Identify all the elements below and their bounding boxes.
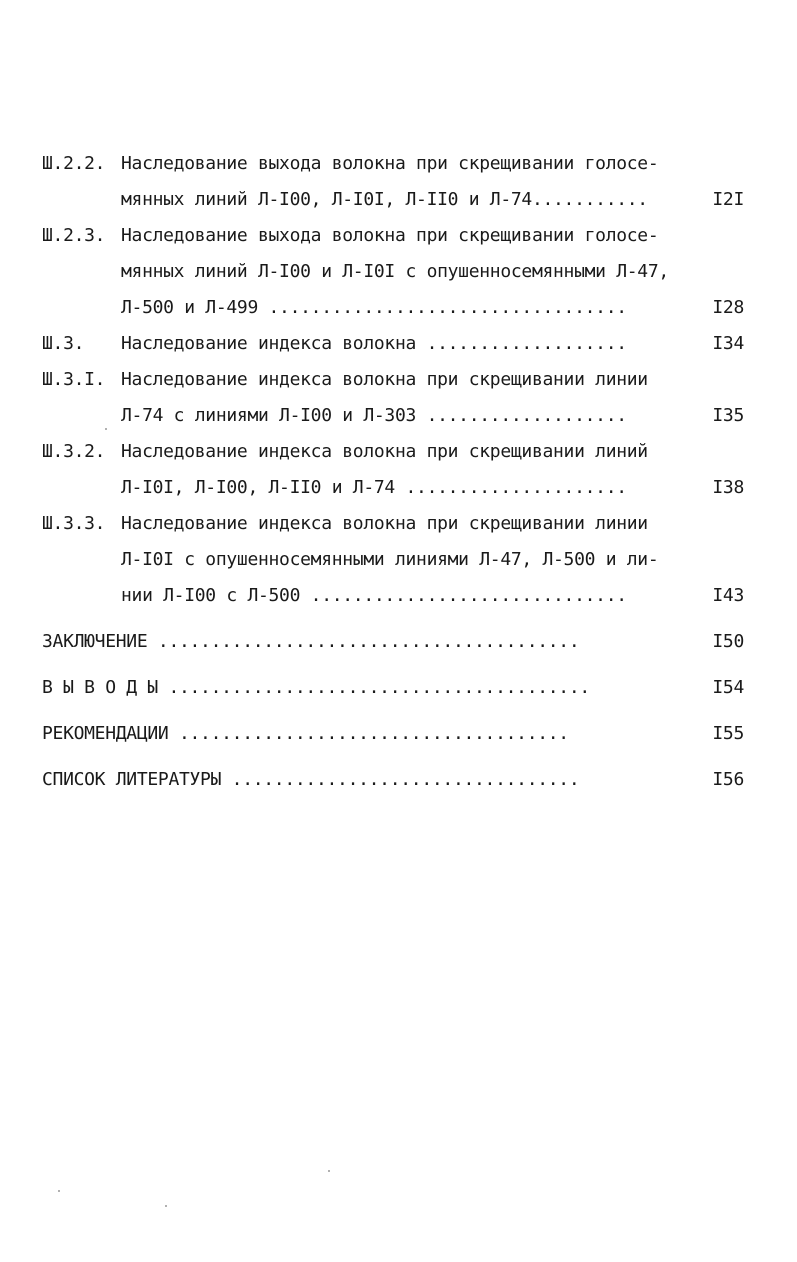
toc-entry-line [42, 670, 750, 716]
section-title-continuation: Л-I0I, Л-I00, Л-II0 и Л-74 ..................... [121, 477, 627, 498]
section-title-continuation: Л-500 и Л-499 .................................. [121, 297, 627, 318]
section-title: В Ы В О Д Ы ........................................ [42, 677, 590, 698]
section-number: Ш.3.I. [42, 369, 106, 390]
toc-entry-line [42, 182, 750, 218]
spacer [42, 614, 750, 624]
section-title-continuation: мянных линий Л-I00, Л-I0I, Л-II0 и Л-74........... [121, 189, 648, 210]
toc-entry-line [42, 398, 750, 434]
toc-entry-line [42, 762, 750, 808]
page-number: I50 [712, 631, 744, 652]
page-number: I43 [712, 585, 744, 606]
page-number: I34 [712, 333, 744, 354]
section-title-continuation: нии Л-I00 с Л-500 .............................. [121, 585, 627, 606]
toc-entry-line [42, 326, 750, 362]
scan-speck [105, 428, 107, 430]
section-title-continuation: Л-I0I с опушенносемянными линиями Л-47, Л-500 и ли- [121, 549, 659, 570]
scan-speck [58, 1190, 60, 1192]
section-title: Наследование индекса волокна при скрещивании линии [121, 369, 648, 390]
page-number: I28 [712, 297, 744, 318]
section-title: РЕКОМЕНДАЦИИ ..................................... [42, 723, 569, 744]
section-title: ЗАКЛЮЧЕНИЕ ........................................ [42, 631, 580, 652]
page-number: I35 [712, 405, 744, 426]
section-title: Наследование индекса волокна при скрещивании линии [121, 513, 648, 534]
section-title: СПИСОК ЛИТЕРАТУРЫ ................................. [42, 769, 580, 790]
toc-entry-line [42, 506, 750, 542]
toc-entry-line [42, 254, 750, 290]
toc-entry-line [42, 716, 750, 762]
section-number: Ш.3. [42, 333, 85, 354]
page-number: I55 [712, 723, 744, 744]
section-title-continuation: Л-74 с линиями Л-I00 и Л-303 ................... [121, 405, 627, 426]
toc-entry-line [42, 218, 750, 254]
page-number: I56 [712, 769, 744, 790]
toc-entry-line [42, 434, 750, 470]
toc-entry-line [42, 362, 750, 398]
section-number: Ш.3.2. [42, 441, 106, 462]
section-number: Ш.3.3. [42, 513, 106, 534]
section-number: Ш.2.3. [42, 225, 106, 246]
toc-entry-line [42, 470, 750, 506]
section-title: Наследование индекса волокна ................... [121, 333, 627, 354]
toc-entry-line [42, 578, 750, 614]
page-number: I2I [712, 189, 744, 210]
section-title: Наследование выхода волокна при скрещивании голосе- [121, 225, 659, 246]
section-number: Ш.2.2. [42, 153, 106, 174]
toc-entry-line [42, 542, 750, 578]
page-number: I54 [712, 677, 744, 698]
scan-speck [328, 1170, 330, 1172]
toc-entry-line [42, 146, 750, 182]
table-of-contents [42, 146, 750, 808]
section-title: Наследование выхода волокна при скрещивании голосе- [121, 153, 659, 174]
page-number: I38 [712, 477, 744, 498]
section-title-continuation: мянных линий Л-I00 и Л-I0I с опушенносемянными Л-47, [121, 261, 669, 282]
toc-entry-line [42, 624, 750, 670]
scan-speck [165, 1205, 167, 1207]
section-title: Наследование индекса волокна при скрещивании линий [121, 441, 648, 462]
toc-entry-line [42, 290, 750, 326]
